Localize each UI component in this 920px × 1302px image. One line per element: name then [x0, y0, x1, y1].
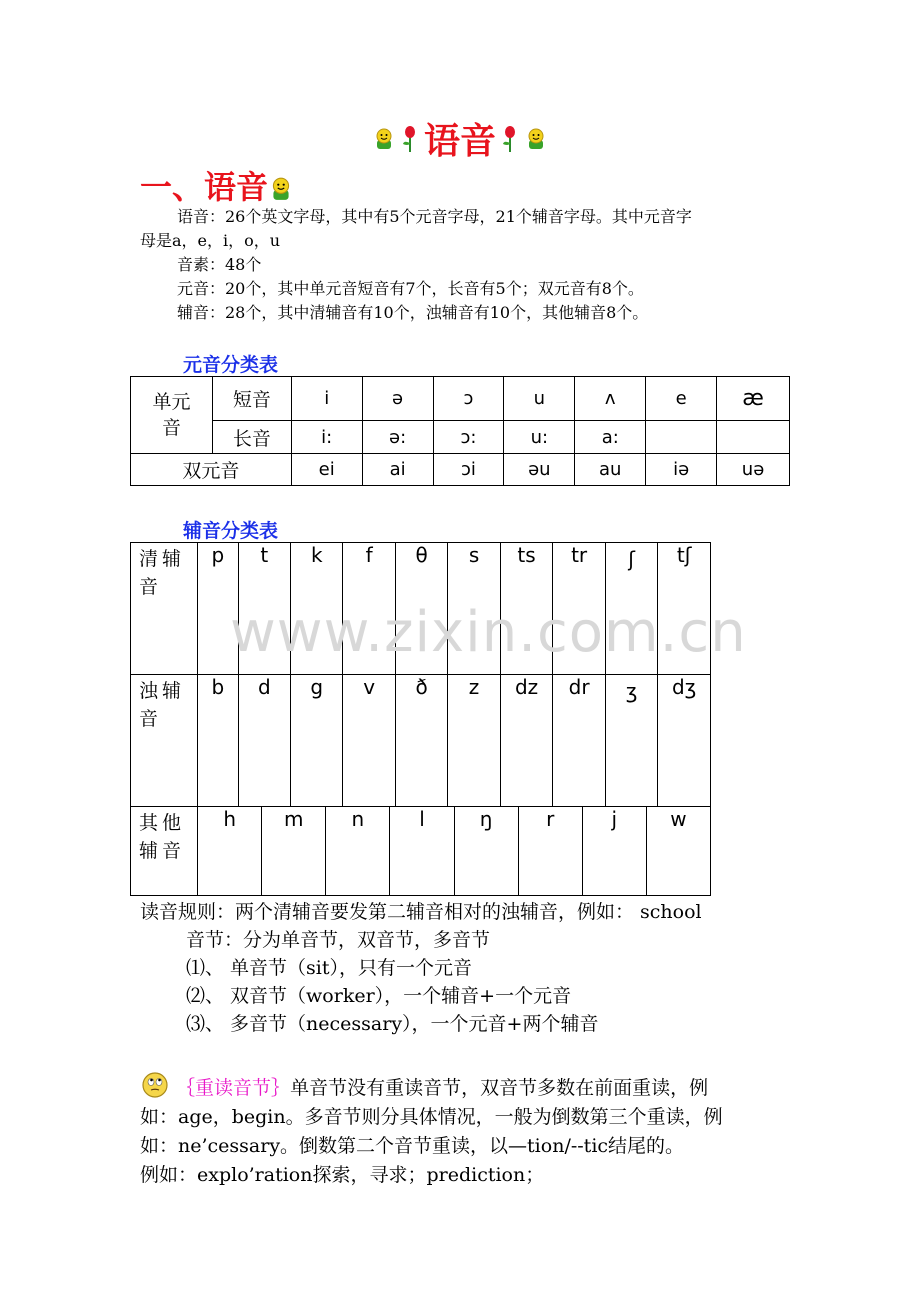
consonant-cell: j [582, 807, 646, 896]
rules-item-1: ⑴、 单音节（sit），只有一个元音 [186, 957, 473, 979]
consonant-cell: dʒ [658, 675, 711, 807]
vowel-cell: æ [717, 377, 790, 421]
consonant-cell: t [238, 543, 290, 675]
other-label-text: 其他辅音 [139, 812, 186, 862]
stress-line-3: 如：ne’cessary。倒数第二个音节重读，以—tion/--tic结尾的。 [140, 1135, 685, 1157]
consonant-cell: h [198, 807, 262, 896]
stress-paragraph [140, 1070, 810, 1190]
consonant-table-voiceless-voiced [130, 542, 711, 807]
stress-line-2: 如：age，begin。多音节则分具体情况，一般为倒数第三个重读，例 [140, 1106, 723, 1128]
intro-line-1: 语音：26个英文字母，其中有5个元音字母，21个辅音字母。其中元音字 [177, 207, 692, 226]
consonant-cell: l [390, 807, 454, 896]
consonant-cell: f [343, 543, 395, 675]
voiceless-label [131, 543, 198, 675]
vowel-cell: ɔ [433, 377, 504, 421]
intro-line-3: 音素：48个 [177, 255, 262, 274]
voiced-label [131, 675, 198, 807]
stress-tag: ｛重读音节｝ [176, 1077, 291, 1099]
rolling-eyes-emoji-icon [140, 1070, 170, 1100]
other-label [131, 807, 198, 896]
vowel-cell [646, 421, 717, 454]
short-label: 短音 [212, 377, 291, 421]
consonant-cell: ʒ [605, 675, 657, 807]
smiley-figure-icon [372, 127, 396, 151]
voiceless-label-text: 清辅音 [139, 548, 186, 598]
consonant-cell: b [198, 675, 239, 807]
consonant-cell: d [238, 675, 290, 807]
intro-line-2: 母是a，e，i，o，u [140, 231, 281, 250]
vowel-cell: i [291, 377, 362, 421]
vowel-cell: ei [291, 454, 362, 486]
vowel-cell: uə [717, 454, 790, 486]
vowel-cell: ʌ [575, 377, 646, 421]
short-vowel-row [131, 377, 790, 421]
diphthong-label: 双元音 [131, 454, 292, 486]
voiced-label-text: 浊辅音 [139, 680, 186, 730]
consonant-cell: θ [395, 543, 447, 675]
section-heading [140, 162, 294, 208]
stress-line-1 [140, 1070, 810, 1103]
rules-line-2: 音节：分为单音节，双音节，多音节 [186, 929, 491, 951]
consonant-cell: ŋ [454, 807, 518, 896]
vowel-cell [717, 421, 790, 454]
consonant-cell: n [326, 807, 390, 896]
vowel-cell: əu [504, 454, 575, 486]
intro-line-5: 辅音：28个，其中清辅音有10个，浊辅音有10个，其他辅音8个。 [177, 303, 649, 322]
title-text: 语音 [423, 121, 496, 162]
consonant-cell: r [518, 807, 582, 896]
consonant-cell: g [291, 675, 343, 807]
stress-line-4: 例如：explo’ration探索，寻求；prediction； [140, 1164, 545, 1186]
vowel-cell: ɔi [433, 454, 504, 486]
vowel-cell: iə [646, 454, 717, 486]
stress-text-1: 单音节没有重读音节，双音节多数在前面重读，例 [290, 1077, 709, 1099]
consonant-cell: tr [553, 543, 606, 675]
vowel-cell: ɔ: [433, 421, 504, 454]
vowel-table [130, 376, 790, 486]
consonant-cell: ð [395, 675, 447, 807]
rose-icon [501, 125, 519, 153]
consonant-cell: p [198, 543, 239, 675]
consonant-cell: v [343, 675, 395, 807]
monophthong-label [131, 377, 213, 454]
diphthong-row [131, 454, 790, 486]
long-label: 长音 [212, 421, 291, 454]
consonant-table-caption: 辅音分类表 [183, 520, 279, 542]
monophthong-label-text: 单元音 [152, 391, 191, 439]
consonant-cell: k [291, 543, 343, 675]
consonant-cell: w [646, 807, 710, 896]
vowel-cell: ai [362, 454, 433, 486]
vowel-cell: u: [504, 421, 575, 454]
consonant-cell: m [262, 807, 326, 896]
consonant-cell: ts [500, 543, 553, 675]
vowel-table-caption: 元音分类表 [183, 354, 279, 376]
consonant-table-other [130, 806, 711, 896]
intro-line-4: 元音：20个，其中单元音短音有7个，长音有5个；双元音有8个。 [177, 279, 644, 298]
rules-item-3: ⑶、 多音节（necessary），一个元音+两个辅音 [186, 1013, 599, 1035]
vowel-cell: ə [362, 377, 433, 421]
smiley-figure-icon [524, 127, 548, 151]
voiced-row [131, 675, 711, 807]
rose-icon [401, 125, 419, 153]
vowel-cell: au [575, 454, 646, 486]
vowel-cell: ə: [362, 421, 433, 454]
consonant-cell: tʃ [658, 543, 711, 675]
consonant-cell: ʃ [605, 543, 657, 675]
long-vowel-row [131, 421, 790, 454]
smiley-figure-icon [268, 176, 294, 202]
document-title [0, 113, 920, 164]
vowel-cell: e [646, 377, 717, 421]
consonant-cell: dr [553, 675, 606, 807]
vowel-cell: u [504, 377, 575, 421]
consonant-cell: dz [500, 675, 553, 807]
other-row [131, 807, 711, 896]
consonant-cell: z [448, 675, 500, 807]
rules-item-2: ⑵、 双音节（worker），一个辅音+一个元音 [186, 985, 572, 1007]
vowel-cell: a: [575, 421, 646, 454]
consonant-cell: s [448, 543, 500, 675]
watermark: www.zixin.com.cn [230, 600, 747, 665]
section-heading-text: 一、语音 [140, 168, 269, 206]
rules-line-1: 读音规则：两个清辅音要发第二辅音相对的浊辅音，例如： school [140, 901, 702, 923]
vowel-cell: i: [291, 421, 362, 454]
